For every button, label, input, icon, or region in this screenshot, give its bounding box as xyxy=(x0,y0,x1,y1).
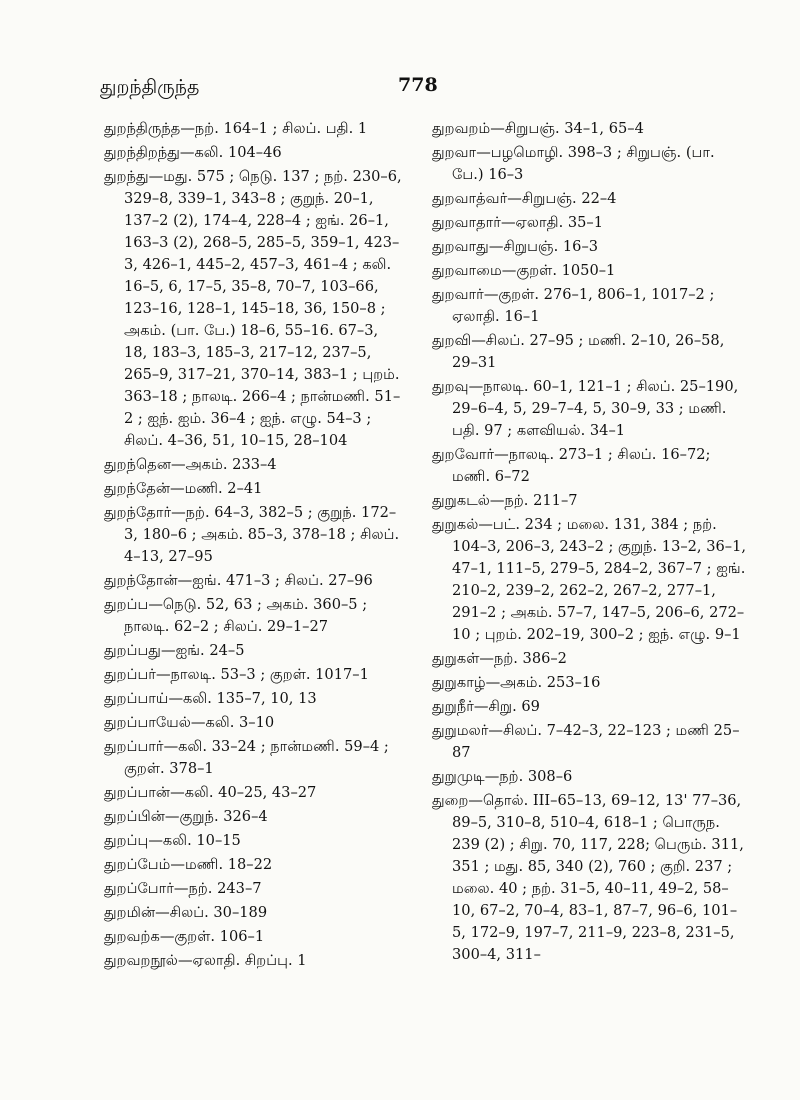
entry-references: —கலி. 3–10 xyxy=(190,714,275,731)
index-entry xyxy=(104,878,404,900)
entry-references: —குறள். 106–1 xyxy=(159,928,265,945)
entry-headword: துறப்பது xyxy=(104,642,161,659)
entry-headword: துறப்ப xyxy=(104,596,149,613)
entry-references: —நற். 211–7 xyxy=(489,492,578,509)
index-entry xyxy=(432,142,746,186)
entry-headword: துறவார் xyxy=(432,286,484,303)
index-entry xyxy=(104,950,404,972)
index-entry xyxy=(104,664,404,686)
entry-headword: துறந்தேன் xyxy=(104,480,170,497)
entry-headword: துறவறம் xyxy=(432,120,491,137)
entry-headword: துறப்பான் xyxy=(104,784,171,801)
index-entry xyxy=(432,490,746,512)
index-entry xyxy=(432,236,746,258)
entry-headword: துறப்பாயேல் xyxy=(104,714,191,731)
entry-references: —கலி. 33–24 ; நான்மணி. 59–4 ; குறள். 378–1 xyxy=(124,738,389,777)
index-entry xyxy=(104,736,404,780)
entry-references: —ஏலாதி. 35–1 xyxy=(500,214,604,231)
index-entry xyxy=(432,330,746,374)
index-entry xyxy=(432,212,746,234)
entry-headword: துறவு xyxy=(432,378,469,395)
entry-references: —சிறுபஞ். 34–1, 65–4 xyxy=(490,120,644,137)
index-entry xyxy=(104,570,404,592)
entry-headword: துறுமுடி xyxy=(432,768,485,785)
entry-headword: துறை xyxy=(432,792,469,809)
entry-headword: துறவி xyxy=(432,332,472,349)
entry-references: —பழமொழி. 398–3 ; சிறுபஞ். (பா. பே.) 16–3 xyxy=(452,144,715,183)
entry-references: —நாலடி. 60–1, 121–1 ; சிலப். 25–190, 29–6–4, 5, 29–7–4, 5, 30–9, 33 ; மணி. பதி. 97 ; களவியல். 34–1 xyxy=(452,378,739,439)
index-entry xyxy=(432,444,746,488)
entry-references: —குறள். 276–1, 806–1, 1017–2 ; ஏலாதி. 16–1 xyxy=(452,286,715,325)
entry-headword: துறமின் xyxy=(104,904,156,921)
index-entry xyxy=(104,926,404,948)
index-entry xyxy=(432,672,746,694)
entry-references: —சிலப். 27–95 ; மணி. 2–10, 26–58, 29–31 xyxy=(452,332,725,371)
entry-references: —நற். 308–6 xyxy=(484,768,573,785)
index-entry xyxy=(104,594,404,638)
entry-headword: துறுநீர் xyxy=(432,698,474,715)
left-column xyxy=(104,118,404,974)
index-entry xyxy=(104,806,404,828)
entry-headword: துறுகாழ் xyxy=(432,674,486,691)
index-entry xyxy=(432,766,746,788)
entry-references: —சிறு. 69 xyxy=(473,698,540,715)
entry-references: —அகம். 253–16 xyxy=(485,674,601,691)
entry-headword: துறப்பேம் xyxy=(104,856,171,873)
entry-references: —கலி. 104–46 xyxy=(179,144,282,161)
entry-references: —ஐங். 24–5 xyxy=(160,642,245,659)
index-entry xyxy=(104,688,404,710)
entry-references: —பட். 234 ; மலை. 131, 384 ; நற். 104–3, 206–3, 243–2 ; குறுந். 13–2, 36–1, 47–1, 111–5, 279–5, 284–2, 367–7 ; ஐங். 210–2, 239–2, 262–2, 267–2, 277–1, 291–2 ; அகம். 57–7, 147–5, 206–6, 272–10 ; புறம். 202–19, 300–2 ; ஐந். எழு. 9–1 xyxy=(452,516,747,643)
index-entry xyxy=(104,478,404,500)
entry-references: —நெடு. 52, 63 ; அகம். 360–5 ; நாலடி. 62–2 ; சிலப். 29–1–27 xyxy=(124,596,368,635)
entry-references: —கலி. 40–25, 43–27 xyxy=(170,784,317,801)
entry-headword: துறவாது xyxy=(432,238,489,255)
entry-headword: துறப்பு xyxy=(104,832,149,849)
entry-references: —சிறுபஞ். 16–3 xyxy=(488,238,599,255)
entry-references: —நற். 243–7 xyxy=(173,880,262,897)
index-entry xyxy=(104,902,404,924)
page-number: 778 xyxy=(398,74,438,96)
entry-headword: துறந்திறந்து xyxy=(104,144,180,161)
entry-headword: துறந்தென xyxy=(104,456,171,473)
index-entry xyxy=(104,142,404,164)
index-entry xyxy=(104,782,404,804)
entry-headword: துறவற்க xyxy=(104,928,160,945)
entry-headword: துறவறநூல் xyxy=(104,952,178,969)
entry-headword: துறுகடல் xyxy=(432,492,490,509)
entry-references: —தொல். III–65–13, 69–12, 13' 77–36, 89–5, 310–8, 510–4, 618–1 ; பொருந. 239 (2) ; சிறு. 70, 117, 228; பெரும். 311, 351 ; மது. 85, 340 (2), 760 ; குறி. 237 ; மலை. 40 ; நற். 31–5, 40–11, 49–2, 58–10, 67–2, 70–4, 83–1, 87–7, 96–6, 101–5, 172–9, 197–7, 211–9, 223–8, 231–5, 300–4, 311– xyxy=(452,792,744,963)
index-entry xyxy=(432,118,746,140)
entry-references: —நாலடி. 273–1 ; சிலப். 16–72; மணி. 6–72 xyxy=(452,446,711,485)
index-entry xyxy=(432,284,746,328)
entry-references: —கலி. 10–15 xyxy=(148,832,241,849)
index-entry xyxy=(432,648,746,670)
entry-headword: துறந்திருந்த xyxy=(104,120,181,137)
entry-headword: துறப்பர் xyxy=(104,666,156,683)
entry-headword: துறவா xyxy=(432,144,477,161)
entry-headword: துறப்பின் xyxy=(104,808,165,825)
entry-headword: துறப்பாய் xyxy=(104,690,169,707)
index-entry xyxy=(432,376,746,442)
index-entry xyxy=(432,696,746,718)
entry-headword: துறவோர் xyxy=(432,446,495,463)
entry-references: —சிலப். 7–42–3, 22–123 ; மணி 25–87 xyxy=(452,722,740,761)
entry-references: —நற். 64–3, 382–5 ; குறுந். 172–3, 180–6 ; அகம். 85–3, 378–18 ; சிலப். 4–13, 27–95 xyxy=(124,504,400,565)
index-entry xyxy=(104,118,404,140)
entry-headword: துறந்து xyxy=(104,168,149,185)
entry-references: —நற். 386–2 xyxy=(479,650,567,667)
entry-headword: துறுகல் xyxy=(432,516,479,533)
entry-references: —சிலப். 30–189 xyxy=(155,904,268,921)
entry-headword: துறவாத்வர் xyxy=(432,190,508,207)
index-entry xyxy=(432,514,746,646)
entry-references: —நாலடி. 53–3 ; குறள். 1017–1 xyxy=(155,666,369,683)
index-entry xyxy=(432,790,746,966)
entry-references: —மணி. 18–22 xyxy=(170,856,273,873)
entry-references: —சிறுபஞ். 22–4 xyxy=(507,190,617,207)
entry-references: —அகம். 233–4 xyxy=(170,456,277,473)
index-entry xyxy=(104,712,404,734)
index-entry xyxy=(104,640,404,662)
index-entry xyxy=(104,502,404,568)
entry-headword: துறவாதார் xyxy=(432,214,501,231)
entry-headword: துறப்பார் xyxy=(104,738,164,755)
entry-headword: துறப்போர் xyxy=(104,880,174,897)
index-entry xyxy=(104,854,404,876)
right-column xyxy=(432,118,746,968)
entry-headword: துறந்தோர் xyxy=(104,504,172,521)
entry-headword: துறவாமை xyxy=(432,262,502,279)
entry-references: —ஐங். 471–3 ; சிலப். 27–96 xyxy=(177,572,373,589)
entry-headword: துறுகள் xyxy=(432,650,480,667)
entry-references: —கலி. 135–7, 10, 13 xyxy=(168,690,317,707)
entry-references: —ஏலாதி. சிறப்பு. 1 xyxy=(177,952,307,969)
entry-references: —குறள். 1050–1 xyxy=(501,262,616,279)
index-entry xyxy=(432,188,746,210)
entry-headword: துறந்தோன் xyxy=(104,572,178,589)
entry-references: —மது. 575 ; நெடு. 137 ; நற். 230–6, 329–8, 339–1, 343–8 ; குறுந். 20–1, 137–2 (2), 174–4, 228–4 ; ஐங். 26–1, 163–3 (2), 268–5, 285–5, 359–1, 423–3, 426–1, 445–2, 457–3, 461–4 ; கலி. 16–5, 6, 17–5, 35–8, 70–7, 103–66, 123–16, 128–1, 145–18, 36, 150–8 ; அகம். (பா. பே.) 18–6, 55–16. 67–3, 18, 183–3, 185–3, 217–12, 237–5, 265–9, 317–21, 370–14, 383–1 ; புறம். 363–18 ; நாலடி. 266–4 ; நான்மணி. 51–2 ; ஐந். ஐம். 36–4 ; ஐந். எழு. 54–3 ; சிலப். 4–36, 51, 10–15, 28–104 xyxy=(124,168,402,449)
entry-references: —குறுந். 326–4 xyxy=(164,808,268,825)
index-entry xyxy=(432,720,746,764)
running-header: துறந்திருந்த xyxy=(100,76,200,98)
index-entry xyxy=(104,166,404,452)
entry-references: —மணி. 2–41 xyxy=(169,480,263,497)
index-entry xyxy=(432,260,746,282)
index-entry xyxy=(104,454,404,476)
index-entry xyxy=(104,830,404,852)
entry-headword: துறுமலர் xyxy=(432,722,489,739)
entry-references: —நற். 164–1 ; சிலப். பதி. 1 xyxy=(180,120,368,137)
